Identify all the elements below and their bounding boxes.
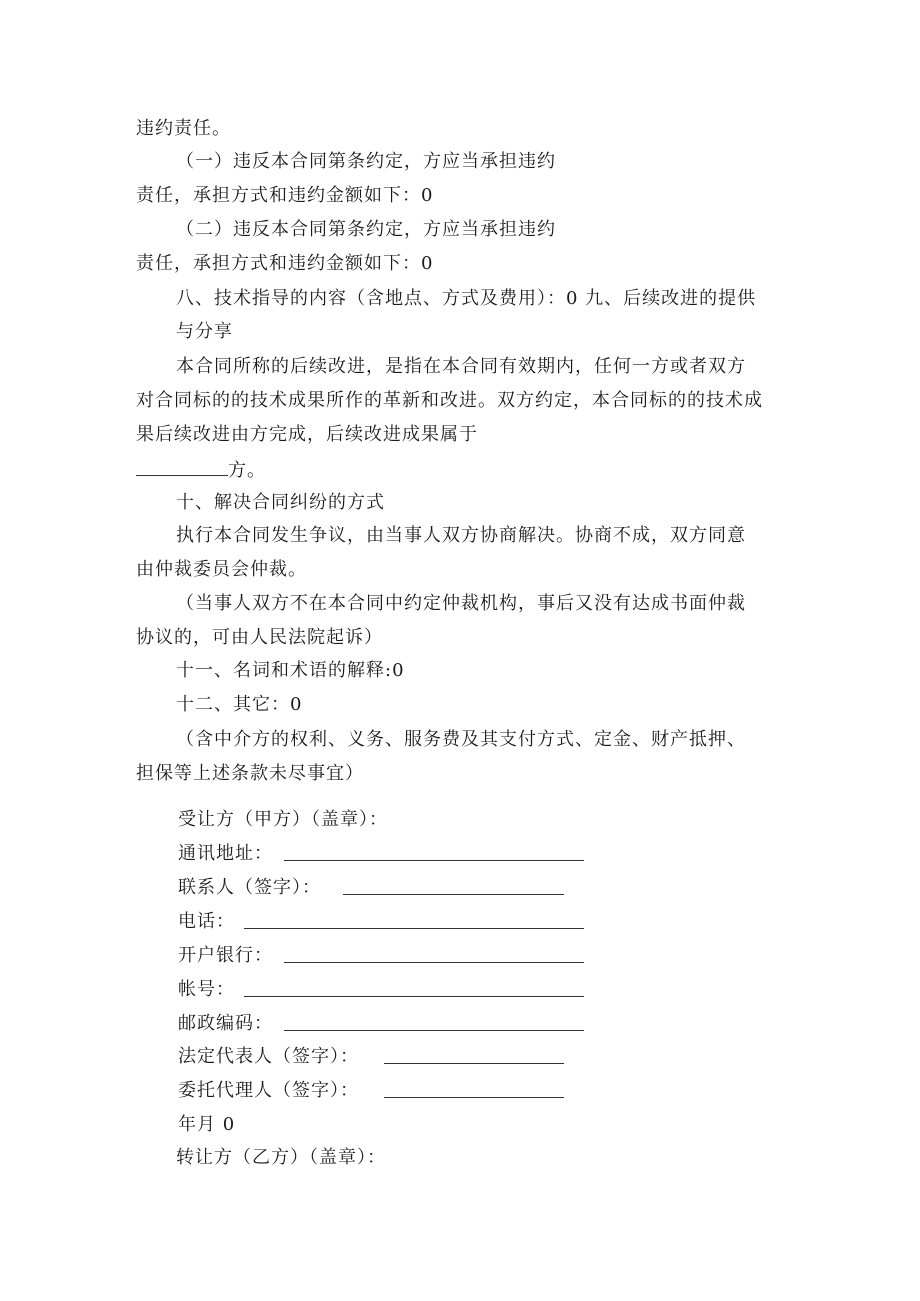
section-heading-8: 八、技术指导的内容（含地点、方式及费用）：0 九、后续改进的提供	[176, 288, 757, 309]
paragraph-line: 由仲裁委员会仲裁。	[136, 559, 307, 580]
paragraph-line: 对合同标的的技术成果所作的革新和改进。双方约定，本合同标的的技术成	[136, 390, 763, 411]
phone-label: 电话：	[178, 911, 235, 932]
paragraph-line	[136, 457, 266, 483]
legal-rep-field[interactable]	[384, 1063, 564, 1064]
postcode-label: 邮政编码：	[178, 1013, 273, 1034]
paragraph-line: 协议的，可由人民法院起诉）	[136, 627, 383, 648]
paragraph-line: 责任，承担方式和违约金额如下：0	[136, 185, 434, 206]
contact-field[interactable]	[343, 894, 564, 895]
fill-in-blank[interactable]	[136, 457, 228, 476]
paragraph-line: 执行本合同发生争议，由当事人双方协商解决。协商不成，双方同意	[176, 525, 746, 546]
bank-label: 开户银行：	[178, 945, 273, 966]
phone-field[interactable]	[244, 928, 584, 929]
paragraph-line: 本合同所称的后续改进，是指在本合同有效期内，任何一方或者双方	[176, 356, 746, 377]
section-heading-10: 十、解决合同纠纷的方式	[176, 492, 385, 513]
paragraph-line: 违约责任。	[136, 118, 231, 139]
date-line: 年月 0	[178, 1114, 236, 1135]
section-heading-12: 十二、其它：0	[176, 694, 303, 715]
account-field[interactable]	[244, 996, 584, 997]
paragraph-line: （当事人双方不在本合同中约定仲裁机构，事后又没有达成书面仲裁	[176, 593, 746, 614]
paragraph-line: 果后续改进由方完成，后续改进成果属于	[136, 424, 478, 445]
section-heading-9: 与分享	[176, 321, 233, 342]
paragraph-line: （二）违反本合同第条约定，方应当承担违约	[176, 219, 556, 240]
section-heading-11: 十一、名词和术语的解释:0	[176, 660, 405, 681]
address-field[interactable]	[284, 860, 584, 861]
agent-field[interactable]	[384, 1097, 564, 1098]
legal-rep-label: 法定代表人（签字）：	[178, 1046, 359, 1067]
blank-suffix: 方。	[228, 460, 266, 481]
agent-label: 委托代理人（签字）：	[178, 1080, 359, 1101]
postcode-field[interactable]	[284, 1030, 584, 1031]
party-b-label: 转让方（乙方）（盖章）：	[176, 1147, 386, 1168]
bank-field[interactable]	[284, 962, 584, 963]
paragraph-line: 担保等上述条款未尽事宜）	[136, 763, 364, 784]
party-a-label: 受让方（甲方）（盖章）：	[178, 809, 388, 830]
account-label: 帐号：	[178, 979, 235, 1000]
paragraph-line: （含中介方的权利、义务、服务费及其支付方式、定金、财产抵押、	[176, 729, 746, 750]
address-label: 通讯地址：	[178, 843, 273, 864]
paragraph-line: 责任，承担方式和违约金额如下：0	[136, 253, 434, 274]
contact-label: 联系人（签字）：	[178, 877, 321, 898]
paragraph-line: （一）违反本合同第条约定，方应当承担违约	[176, 151, 556, 172]
